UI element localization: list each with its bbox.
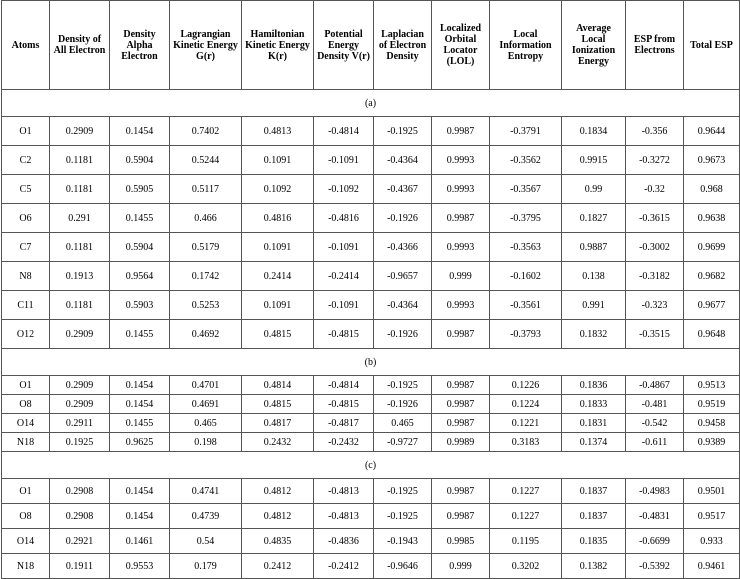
header-cell: Localized Orbital Locator (LOL) bbox=[432, 1, 490, 90]
value-cell: 0.2921 bbox=[50, 529, 110, 554]
value-cell: 0.5253 bbox=[170, 291, 242, 320]
value-cell: -0.4364 bbox=[374, 146, 432, 175]
value-cell: 0.54 bbox=[170, 529, 242, 554]
value-cell: -0.4367 bbox=[374, 175, 432, 204]
value-cell: 0.1827 bbox=[562, 204, 626, 233]
value-cell: 0.9987 bbox=[432, 320, 490, 349]
value-cell: 0.933 bbox=[684, 529, 740, 554]
value-cell: 0.179 bbox=[170, 554, 242, 579]
header-cell: Density of All Electron bbox=[50, 1, 110, 90]
atom-cell: C7 bbox=[2, 233, 50, 262]
value-cell: -0.611 bbox=[626, 433, 684, 452]
value-cell: -0.323 bbox=[626, 291, 684, 320]
value-cell: 0.4692 bbox=[170, 320, 242, 349]
value-cell: 0.2911 bbox=[50, 414, 110, 433]
value-cell: 0.1226 bbox=[490, 376, 562, 395]
value-cell: 0.1454 bbox=[110, 376, 170, 395]
header-cell: Laplacian of Electron Density bbox=[374, 1, 432, 90]
atom-cell: O8 bbox=[2, 395, 50, 414]
value-cell: 0.9987 bbox=[432, 204, 490, 233]
value-cell: 0.4816 bbox=[242, 204, 314, 233]
value-cell: -0.1602 bbox=[490, 262, 562, 291]
value-cell: 0.1374 bbox=[562, 433, 626, 452]
section-label: (c) bbox=[2, 452, 740, 479]
table-row bbox=[2, 291, 740, 320]
value-cell: -0.3791 bbox=[490, 117, 562, 146]
value-cell: 0.9985 bbox=[432, 529, 490, 554]
value-cell: 0.1181 bbox=[50, 291, 110, 320]
value-cell: 0.1461 bbox=[110, 529, 170, 554]
section-label: (a) bbox=[2, 90, 740, 117]
value-cell: -0.3561 bbox=[490, 291, 562, 320]
value-cell: 0.9517 bbox=[684, 504, 740, 529]
value-cell: 0.198 bbox=[170, 433, 242, 452]
value-cell: 0.2909 bbox=[50, 117, 110, 146]
value-cell: -0.3795 bbox=[490, 204, 562, 233]
header-cell: Atoms bbox=[2, 1, 50, 90]
value-cell: 0.9648 bbox=[684, 320, 740, 349]
value-cell: 0.1091 bbox=[242, 291, 314, 320]
value-cell: 0.5903 bbox=[110, 291, 170, 320]
value-cell: -0.3562 bbox=[490, 146, 562, 175]
atom-cell: O1 bbox=[2, 376, 50, 395]
table-row bbox=[2, 262, 740, 291]
value-cell: 0.1925 bbox=[50, 433, 110, 452]
value-cell: -0.1943 bbox=[374, 529, 432, 554]
atom-cell: C2 bbox=[2, 146, 50, 175]
value-cell: 0.1836 bbox=[562, 376, 626, 395]
value-cell: 0.2414 bbox=[242, 262, 314, 291]
value-cell: 0.9987 bbox=[432, 504, 490, 529]
table-row bbox=[2, 479, 740, 504]
value-cell: -0.3515 bbox=[626, 320, 684, 349]
value-cell: 0.4812 bbox=[242, 504, 314, 529]
header-cell: Hamiltonian Kinetic Energy K(r) bbox=[242, 1, 314, 90]
value-cell: 0.4815 bbox=[242, 395, 314, 414]
value-cell: -0.2412 bbox=[314, 554, 374, 579]
value-cell: 0.9501 bbox=[684, 479, 740, 504]
atom-cell: O6 bbox=[2, 204, 50, 233]
value-cell: 0.2908 bbox=[50, 504, 110, 529]
table-row bbox=[2, 554, 740, 579]
value-cell: -0.4364 bbox=[374, 291, 432, 320]
table-row bbox=[2, 504, 740, 529]
value-cell: 0.9638 bbox=[684, 204, 740, 233]
value-cell: 0.9915 bbox=[562, 146, 626, 175]
value-cell: 0.465 bbox=[374, 414, 432, 433]
value-cell: 0.9989 bbox=[432, 433, 490, 452]
value-cell: 0.291 bbox=[50, 204, 110, 233]
value-cell: -0.6699 bbox=[626, 529, 684, 554]
value-cell: 0.9389 bbox=[684, 433, 740, 452]
value-cell: 0.9993 bbox=[432, 291, 490, 320]
value-cell: -0.3615 bbox=[626, 204, 684, 233]
value-cell: 0.1382 bbox=[562, 554, 626, 579]
section-row bbox=[2, 90, 740, 117]
value-cell: 0.2909 bbox=[50, 320, 110, 349]
value-cell: 0.4813 bbox=[242, 117, 314, 146]
table-row bbox=[2, 204, 740, 233]
value-cell: -0.4813 bbox=[314, 504, 374, 529]
value-cell: 0.1227 bbox=[490, 479, 562, 504]
atom-cell: C5 bbox=[2, 175, 50, 204]
value-cell: -0.4814 bbox=[314, 376, 374, 395]
value-cell: 0.4739 bbox=[170, 504, 242, 529]
value-cell: 0.9699 bbox=[684, 233, 740, 262]
value-cell: 0.9993 bbox=[432, 146, 490, 175]
value-cell: 0.9987 bbox=[432, 479, 490, 504]
value-cell: 0.9673 bbox=[684, 146, 740, 175]
value-cell: 0.4814 bbox=[242, 376, 314, 395]
value-cell: -0.4815 bbox=[314, 320, 374, 349]
value-cell: 0.9644 bbox=[684, 117, 740, 146]
value-cell: -0.3793 bbox=[490, 320, 562, 349]
value-cell: 0.1454 bbox=[110, 117, 170, 146]
value-cell: 0.1195 bbox=[490, 529, 562, 554]
atom-cell: O14 bbox=[2, 414, 50, 433]
value-cell: -0.4831 bbox=[626, 504, 684, 529]
value-cell: 0.1454 bbox=[110, 479, 170, 504]
value-cell: 0.1454 bbox=[110, 395, 170, 414]
value-cell: -0.4816 bbox=[314, 204, 374, 233]
value-cell: 0.2412 bbox=[242, 554, 314, 579]
value-cell: -0.1925 bbox=[374, 504, 432, 529]
value-cell: 0.9677 bbox=[684, 291, 740, 320]
value-cell: -0.4817 bbox=[314, 414, 374, 433]
value-cell: 0.9993 bbox=[432, 175, 490, 204]
table-row bbox=[2, 529, 740, 554]
section-label: (b) bbox=[2, 349, 740, 376]
value-cell: 0.1181 bbox=[50, 233, 110, 262]
value-cell: -0.4815 bbox=[314, 395, 374, 414]
value-cell: -0.356 bbox=[626, 117, 684, 146]
value-cell: 0.9682 bbox=[684, 262, 740, 291]
value-cell: 0.5904 bbox=[110, 233, 170, 262]
value-cell: 0.4817 bbox=[242, 414, 314, 433]
value-cell: -0.1925 bbox=[374, 376, 432, 395]
value-cell: 0.5117 bbox=[170, 175, 242, 204]
value-cell: 0.138 bbox=[562, 262, 626, 291]
value-cell: 0.1221 bbox=[490, 414, 562, 433]
atom-cell: N18 bbox=[2, 433, 50, 452]
value-cell: 0.1832 bbox=[562, 320, 626, 349]
header-cell: Total ESP bbox=[684, 1, 740, 90]
value-cell: 0.4835 bbox=[242, 529, 314, 554]
table-row bbox=[2, 146, 740, 175]
value-cell: 0.1224 bbox=[490, 395, 562, 414]
value-cell: -0.2432 bbox=[314, 433, 374, 452]
header-cell: Density Alpha Electron bbox=[110, 1, 170, 90]
value-cell: -0.3182 bbox=[626, 262, 684, 291]
value-cell: 0.9987 bbox=[432, 376, 490, 395]
value-cell: -0.1091 bbox=[314, 233, 374, 262]
value-cell: -0.1926 bbox=[374, 320, 432, 349]
value-cell: 0.999 bbox=[432, 262, 490, 291]
value-cell: -0.1091 bbox=[314, 291, 374, 320]
value-cell: 0.1091 bbox=[242, 233, 314, 262]
value-cell: 0.968 bbox=[684, 175, 740, 204]
value-cell: -0.542 bbox=[626, 414, 684, 433]
value-cell: -0.4814 bbox=[314, 117, 374, 146]
table-row bbox=[2, 117, 740, 146]
header-row bbox=[2, 1, 740, 90]
atom-cell: O1 bbox=[2, 117, 50, 146]
value-cell: -0.9727 bbox=[374, 433, 432, 452]
value-cell: -0.3272 bbox=[626, 146, 684, 175]
value-cell: 0.9553 bbox=[110, 554, 170, 579]
value-cell: -0.3563 bbox=[490, 233, 562, 262]
value-cell: 0.3183 bbox=[490, 433, 562, 452]
value-cell: -0.3002 bbox=[626, 233, 684, 262]
value-cell: 0.9519 bbox=[684, 395, 740, 414]
value-cell: 0.1831 bbox=[562, 414, 626, 433]
value-cell: -0.1926 bbox=[374, 204, 432, 233]
value-cell: 0.2909 bbox=[50, 395, 110, 414]
value-cell: -0.4983 bbox=[626, 479, 684, 504]
atom-cell: C11 bbox=[2, 291, 50, 320]
value-cell: 0.1455 bbox=[110, 414, 170, 433]
value-cell: -0.1091 bbox=[314, 146, 374, 175]
value-cell: 0.9987 bbox=[432, 414, 490, 433]
header-cell: ESP from Electrons bbox=[626, 1, 684, 90]
value-cell: 0.9513 bbox=[684, 376, 740, 395]
section-row bbox=[2, 349, 740, 376]
value-cell: 0.1837 bbox=[562, 504, 626, 529]
value-cell: 0.9987 bbox=[432, 395, 490, 414]
value-cell: 0.5179 bbox=[170, 233, 242, 262]
value-cell: 0.1454 bbox=[110, 504, 170, 529]
value-cell: -0.2414 bbox=[314, 262, 374, 291]
value-cell: 0.5904 bbox=[110, 146, 170, 175]
value-cell: 0.9564 bbox=[110, 262, 170, 291]
value-cell: -0.1925 bbox=[374, 117, 432, 146]
value-cell: 0.2908 bbox=[50, 479, 110, 504]
table-row bbox=[2, 395, 740, 414]
value-cell: -0.4813 bbox=[314, 479, 374, 504]
value-cell: 0.5244 bbox=[170, 146, 242, 175]
value-cell: -0.5392 bbox=[626, 554, 684, 579]
value-cell: 0.1837 bbox=[562, 479, 626, 504]
value-cell: 0.1181 bbox=[50, 146, 110, 175]
value-cell: -0.1926 bbox=[374, 395, 432, 414]
value-cell: 0.1834 bbox=[562, 117, 626, 146]
value-cell: 0.1092 bbox=[242, 175, 314, 204]
value-cell: -0.1925 bbox=[374, 479, 432, 504]
value-cell: 0.2909 bbox=[50, 376, 110, 395]
value-cell: 0.1091 bbox=[242, 146, 314, 175]
header-cell: Average Local Ionization Energy bbox=[562, 1, 626, 90]
section-row bbox=[2, 452, 740, 479]
value-cell: -0.3567 bbox=[490, 175, 562, 204]
table-row bbox=[2, 414, 740, 433]
value-cell: 0.3202 bbox=[490, 554, 562, 579]
value-cell: 0.1913 bbox=[50, 262, 110, 291]
value-cell: 0.9625 bbox=[110, 433, 170, 452]
table-row bbox=[2, 175, 740, 204]
value-cell: 0.4812 bbox=[242, 479, 314, 504]
table-row bbox=[2, 433, 740, 452]
value-cell: 0.4741 bbox=[170, 479, 242, 504]
electron-density-table bbox=[1, 0, 740, 579]
value-cell: 0.999 bbox=[432, 554, 490, 579]
value-cell: 0.991 bbox=[562, 291, 626, 320]
value-cell: -0.9646 bbox=[374, 554, 432, 579]
atom-cell: O1 bbox=[2, 479, 50, 504]
value-cell: 0.1181 bbox=[50, 175, 110, 204]
value-cell: 0.1227 bbox=[490, 504, 562, 529]
header-cell: Lagrangian Kinetic Energy G(r) bbox=[170, 1, 242, 90]
value-cell: 0.99 bbox=[562, 175, 626, 204]
table-body bbox=[2, 90, 740, 579]
value-cell: 0.4701 bbox=[170, 376, 242, 395]
value-cell: -0.4867 bbox=[626, 376, 684, 395]
value-cell: 0.1833 bbox=[562, 395, 626, 414]
value-cell: 0.4691 bbox=[170, 395, 242, 414]
header-cell: Local Information Entropy bbox=[490, 1, 562, 90]
atom-cell: O14 bbox=[2, 529, 50, 554]
table-row bbox=[2, 233, 740, 262]
value-cell: 0.2432 bbox=[242, 433, 314, 452]
atom-cell: O12 bbox=[2, 320, 50, 349]
value-cell: 0.1455 bbox=[110, 204, 170, 233]
value-cell: 0.9887 bbox=[562, 233, 626, 262]
value-cell: 0.9993 bbox=[432, 233, 490, 262]
value-cell: 0.9461 bbox=[684, 554, 740, 579]
value-cell: 0.1742 bbox=[170, 262, 242, 291]
value-cell: 0.1455 bbox=[110, 320, 170, 349]
value-cell: -0.9657 bbox=[374, 262, 432, 291]
value-cell: 0.9458 bbox=[684, 414, 740, 433]
value-cell: 0.1911 bbox=[50, 554, 110, 579]
atom-cell: N18 bbox=[2, 554, 50, 579]
value-cell: -0.1092 bbox=[314, 175, 374, 204]
table-row bbox=[2, 376, 740, 395]
value-cell: 0.9987 bbox=[432, 117, 490, 146]
value-cell: 0.5905 bbox=[110, 175, 170, 204]
table-row bbox=[2, 320, 740, 349]
value-cell: -0.32 bbox=[626, 175, 684, 204]
value-cell: 0.7402 bbox=[170, 117, 242, 146]
header-cell: Potential Energy Density V(r) bbox=[314, 1, 374, 90]
value-cell: 0.4815 bbox=[242, 320, 314, 349]
value-cell: -0.481 bbox=[626, 395, 684, 414]
value-cell: -0.4366 bbox=[374, 233, 432, 262]
atom-cell: N8 bbox=[2, 262, 50, 291]
value-cell: -0.4836 bbox=[314, 529, 374, 554]
value-cell: 0.466 bbox=[170, 204, 242, 233]
value-cell: 0.1835 bbox=[562, 529, 626, 554]
atom-cell: O8 bbox=[2, 504, 50, 529]
value-cell: 0.465 bbox=[170, 414, 242, 433]
